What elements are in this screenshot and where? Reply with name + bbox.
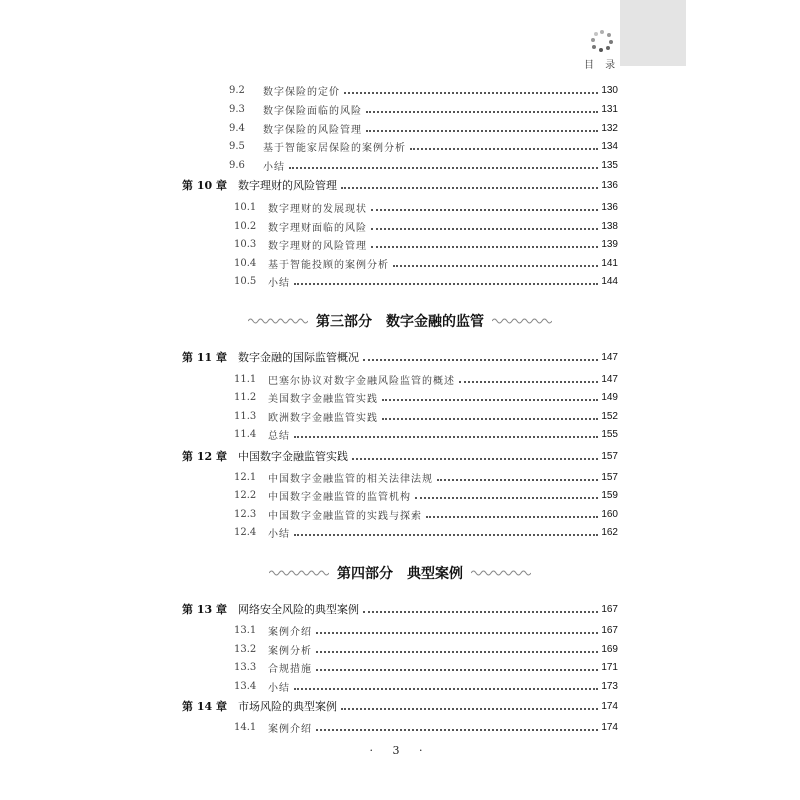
toc-section-entry[interactable] [234,235,618,253]
toc-section-entry[interactable] [234,486,618,504]
toc-chapter-entry[interactable] [182,600,618,618]
entry-number: 13.1 [234,624,257,636]
dot-leader [316,729,598,731]
toc-section-entry[interactable] [229,137,618,155]
toc-section-entry[interactable] [229,100,618,118]
entry-title: 数字保险的定价 [263,86,340,98]
dot-leader [415,497,598,499]
dot-leader [363,611,598,613]
toc-section-entry[interactable] [234,621,618,639]
dot-leader [366,130,598,132]
dot-leader [371,209,598,211]
entry-number: 第 12 章 [182,450,227,463]
dot-leader [382,399,598,401]
entry-number: 9.2 [229,84,245,96]
entry-number: 9.5 [229,140,245,152]
entry-title: 市场风险的典型案例 [238,701,337,713]
dot-leader [426,516,598,518]
entry-page: 157 [601,450,618,462]
entry-page: 162 [601,526,618,538]
entry-title: 中国数字金融监管的相关法律法规 [268,473,433,485]
entry-page: 139 [601,238,618,250]
toc-section-entry[interactable] [234,677,618,695]
entry-number: 9.6 [229,159,245,171]
entry-title: 案例介绍 [268,626,312,638]
entry-page: 155 [601,428,618,440]
entry-page: 159 [601,489,618,501]
toc-section-entry[interactable] [234,198,618,216]
entry-page: 132 [601,122,618,134]
dot-leader [294,534,598,536]
entry-number: 10.4 [234,257,257,269]
entry-title: 中国数字金融监管的监管机构 [268,491,411,503]
entry-title: 欧洲数字金融监管实践 [268,412,378,424]
dot-leader [316,669,598,671]
entry-page: 136 [601,201,618,213]
entry-page: 167 [601,624,618,636]
wave-ornament-icon [269,569,329,577]
entry-number: 14.1 [234,721,257,733]
entry-page: 157 [601,471,618,483]
entry-number: 12.2 [234,489,257,501]
dot-leader [341,708,598,710]
entry-title: 基于智能投顾的案例分析 [268,259,389,271]
entry-page: 135 [601,159,618,171]
entry-number: 10.2 [234,220,257,232]
entry-title: 中国数字金融监管的实践与探索 [268,510,422,522]
entry-page: 152 [601,410,618,422]
entry-number: 13.2 [234,643,257,655]
entry-title: 美国数字金融监管实践 [268,393,378,405]
entry-title: 数字理财的发展现状 [268,203,367,215]
toc-section-entry[interactable] [229,81,618,99]
entry-page: 171 [601,661,618,673]
toc-section-entry[interactable] [234,425,618,443]
entry-number: 9.3 [229,103,245,115]
entry-title: 数字理财的风险管理 [238,180,337,192]
page-number: · 3 · [369,744,431,757]
dot-leader [352,458,598,460]
toc-section-entry[interactable] [234,272,618,290]
dot-leader [341,187,598,189]
dot-leader [316,651,598,653]
entry-title: 数字保险面临的风险 [263,105,362,117]
entry-title: 数字保险的风险管理 [263,124,362,136]
entry-title: 基于智能家居保险的案例分析 [263,142,406,154]
entry-title: 数字理财面临的风险 [268,222,367,234]
toc-section-entry[interactable] [234,217,618,235]
toc-section-entry[interactable] [234,468,618,486]
entry-title: 数字理财的风险管理 [268,240,367,252]
dot-leader [382,418,598,420]
dot-leader [294,688,598,690]
entry-page: 167 [601,603,618,615]
toc-section-entry[interactable] [234,388,618,406]
entry-page: 131 [601,103,618,115]
wave-ornament-icon [471,569,531,577]
toc-chapter-entry[interactable] [182,176,618,194]
entry-page: 130 [601,84,618,96]
toc-chapter-entry[interactable] [182,447,618,465]
entry-number: 13.3 [234,661,257,673]
entry-page: 174 [601,700,618,712]
entry-title: 网络安全风险的典型案例 [238,604,359,616]
toc-section-entry[interactable] [229,119,618,137]
entry-title: 合规措施 [268,663,312,675]
entry-number: 第 11 章 [182,351,227,364]
wave-ornament-icon [248,317,308,325]
entry-page: 174 [601,721,618,733]
entry-title: 小结 [263,161,285,173]
toc-section-entry[interactable] [234,640,618,658]
dot-leader [344,92,598,94]
entry-page: 147 [601,373,618,385]
entry-number: 11.3 [234,410,257,422]
entry-page: 160 [601,508,618,520]
entry-page: 149 [601,391,618,403]
dot-leader [459,381,598,383]
dot-leader [371,228,598,230]
part-heading [182,562,618,584]
entry-number: 13.4 [234,680,257,692]
toc-section-entry[interactable] [234,254,618,272]
dot-leader [437,479,598,481]
toc-section-entry[interactable] [234,523,618,541]
entry-title: 小结 [268,277,290,289]
dot-leader [294,436,598,438]
header-title: 目 录 [584,60,620,71]
part-title: 第四部分 典型案例 [337,565,463,581]
entry-title: 总结 [268,430,290,442]
dots-ornament-icon [591,30,613,52]
dot-leader [366,111,598,113]
entry-page: 173 [601,680,618,692]
toc-section-entry[interactable] [234,407,618,425]
dot-leader [393,265,598,267]
toc-chapter-entry[interactable] [182,697,618,715]
dot-leader [289,167,598,169]
entry-title: 中国数字金融监管实践 [238,451,348,463]
toc-section-entry[interactable] [234,658,618,676]
header-tab [620,0,686,66]
entry-page: 136 [601,179,618,191]
entry-number: 第 10 章 [182,179,227,192]
toc-section-entry[interactable] [234,505,618,523]
dot-leader [371,246,598,248]
entry-page: 134 [601,140,618,152]
dot-leader [316,632,598,634]
entry-number: 11.4 [234,428,257,440]
entry-number: 12.4 [234,526,257,538]
entry-title: 数字金融的国际监管概况 [238,352,359,364]
entry-page: 147 [601,351,618,363]
entry-number: 10.5 [234,275,257,287]
entry-page: 169 [601,643,618,655]
entry-page: 138 [601,220,618,232]
toc-section-entry[interactable] [234,718,618,736]
entry-number: 第 13 章 [182,603,227,616]
entry-number: 10.1 [234,201,257,213]
entry-number: 12.1 [234,471,257,483]
entry-number: 11.2 [234,391,257,403]
entry-title: 巴塞尔协议对数字金融风险监管的概述 [268,375,455,387]
entry-page: 141 [601,257,618,269]
entry-number: 12.3 [234,508,257,520]
entry-title: 案例介绍 [268,723,312,735]
dot-leader [363,359,598,361]
toc-chapter-entry[interactable] [182,348,618,366]
entry-title: 小结 [268,528,290,540]
toc-section-entry[interactable] [234,370,618,388]
entry-number: 10.3 [234,238,257,250]
entry-title: 小结 [268,682,290,694]
entry-title: 案例分析 [268,645,312,657]
entry-number: 9.4 [229,122,245,134]
entry-number: 第 14 章 [182,700,227,713]
dot-leader [410,148,598,150]
entry-page: 144 [601,275,618,287]
entry-number: 11.1 [234,373,257,385]
part-title: 第三部分 数字金融的监管 [316,313,484,329]
dot-leader [294,283,598,285]
wave-ornament-icon [492,317,552,325]
toc-section-entry[interactable] [229,156,618,174]
part-heading [182,310,618,332]
